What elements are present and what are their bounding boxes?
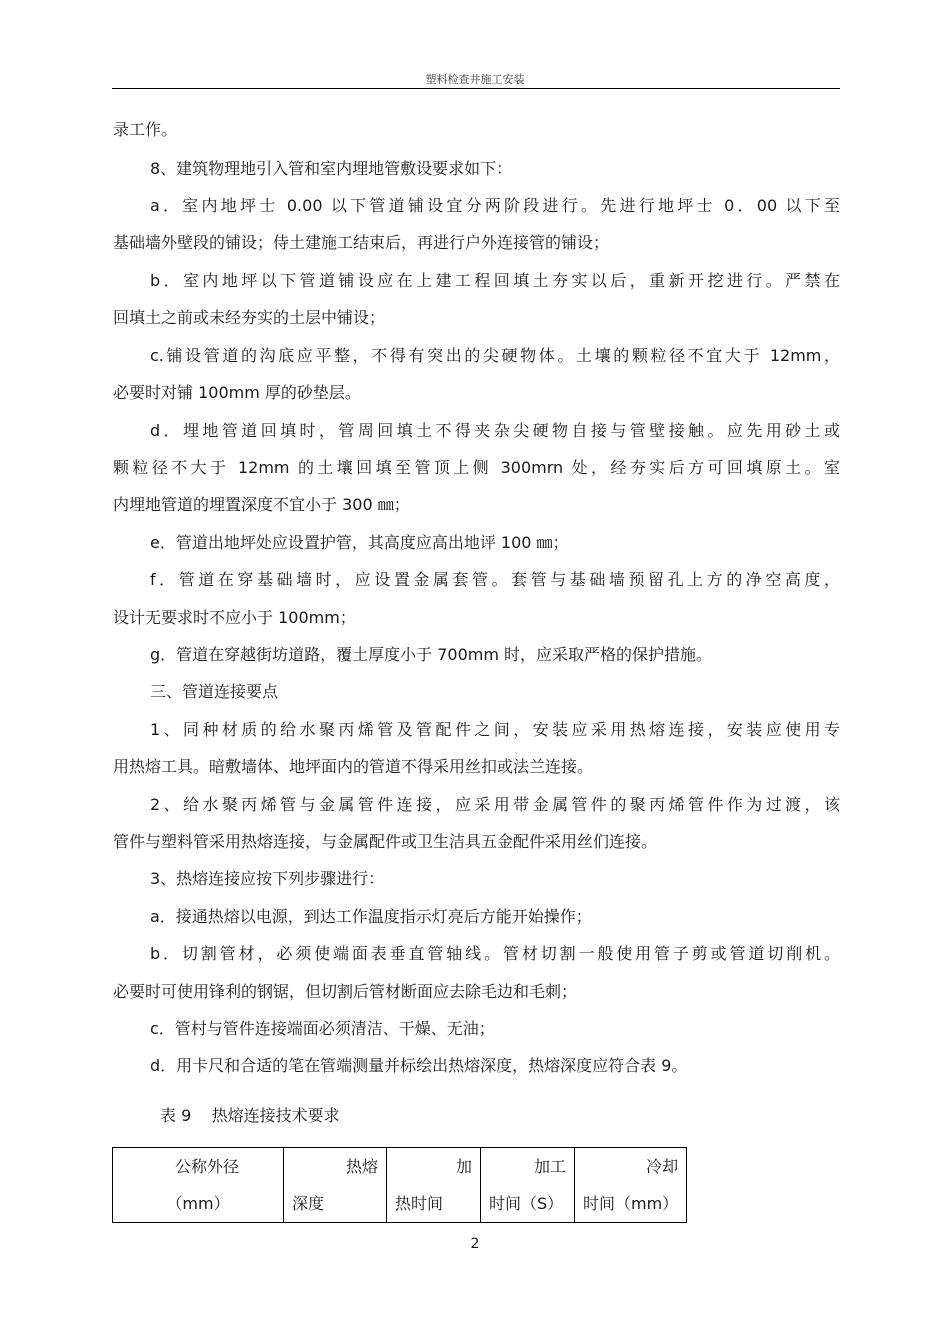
body-line: 2、给水聚丙烯管与金属管件连接，应采用带金属管件的聚丙烯管件作为过渡，该 [150,795,840,814]
header-rule [112,88,840,89]
body-line: 必要时对铺 100mm 厚的砂垫层。 [113,383,361,402]
body-line: 设计无要求时不应小于 100mm； [113,608,356,627]
table-header-cell: 冷却 时间（mm） [575,1148,687,1223]
body-line: 内埋地管道的埋置深度不宜小于 300 ㎜； [113,495,410,514]
body-line: f．管道在穿基础墙时，应设置金属套管。套管与基础墙预留孔上方的净空高度， [150,570,840,589]
body-line: b．切割管材，必须使端面表垂直管轴线。管材切割一般使用管子剪或管道切削机。 [150,944,840,963]
page-header-title: 塑料检查井施工安装 [425,73,525,86]
body-line: d．用卡尺和合适的笔在管端测量并标绘出热熔深度，热熔深度应符合表 9。 [150,1056,688,1075]
section-heading: 三、管道连接要点 [150,682,279,701]
body-line: a．室内地坪士 0.00 以下管道铺设宜分两阶段进行。先进行地坪士 0．00 以下至 [150,196,840,215]
table-header-cell: 加工 时间（S） [481,1148,575,1223]
body-line: c.铺设管道的沟底应平整，不得有突出的尖硬物体。土壤的颗粒径不宜大于 12mm， [150,346,840,365]
body-line: 颗粒径不大于 12mm 的土壤回填至管顶上侧 300mrn 处，经夯实后方可回填原土。室 [113,458,840,477]
table-header-cell: 热熔 深度 [284,1148,387,1223]
body-line: c．管村与管件连接端面必须清洁、干燥、无油； [150,1019,495,1038]
body-line: g．管道在穿越街坊道路，覆土厚度小于 700mm 时，应采取严格的保护措施。 [150,645,713,664]
body-line: 用热熔工具。暗敷墙体、地坪面内的管道不得采用丝扣或法兰连接。 [113,757,594,776]
body-line: 1、同种材质的给水聚丙烯管及管配件之间，安装应采用热熔连接，安装应使用专 [150,720,840,739]
body-line: b．室内地坪以下管道铺设应在上建工程回填土夯实以后，重新开挖进行。严禁在 [150,271,840,290]
body-line: e．管道出地坪处应设置护管，其高度应高出地评 100 ㎜； [150,533,569,552]
body-line: 基础墙外壁段的铺设；侍土建施工结束后，再进行户外连接管的铺设； [113,233,610,252]
body-line: d．埋地管道回填时，管周回填土不得夹杂尖硬物自接与管壁接触。应先用砂土或 [150,421,840,440]
table-header-cell: 公称外径 （mm） [113,1148,284,1223]
table-caption: 表 9 热熔连接技术要求 [160,1106,340,1125]
table-header-cell: 加 热时间 [387,1148,481,1223]
body-line: 管件与塑料管采用热熔连接，与金属配件或卫生洁具五金配件采用丝们连接。 [113,832,658,851]
body-line: 录工作。 [113,120,178,139]
body-line: 必要时可使用锋利的钢锯，但切割后管材断面应去除毛边和毛刺； [113,982,578,1001]
hot-melt-spec-table [112,1147,687,1223]
body-line: a．接通热熔以电源，到达工作温度指示灯亮后方能开始操作； [150,907,592,926]
table-header-row [113,1148,687,1223]
body-line: 8、建筑物理地引入管和室内埋地管敷设要求如下： [150,159,513,178]
body-line: 回填土之前或未经夯实的土层中铺设； [113,308,386,327]
body-line: 3、热熔连接应按下列步骤进行： [150,869,385,888]
page-number: 2 [470,1236,480,1252]
